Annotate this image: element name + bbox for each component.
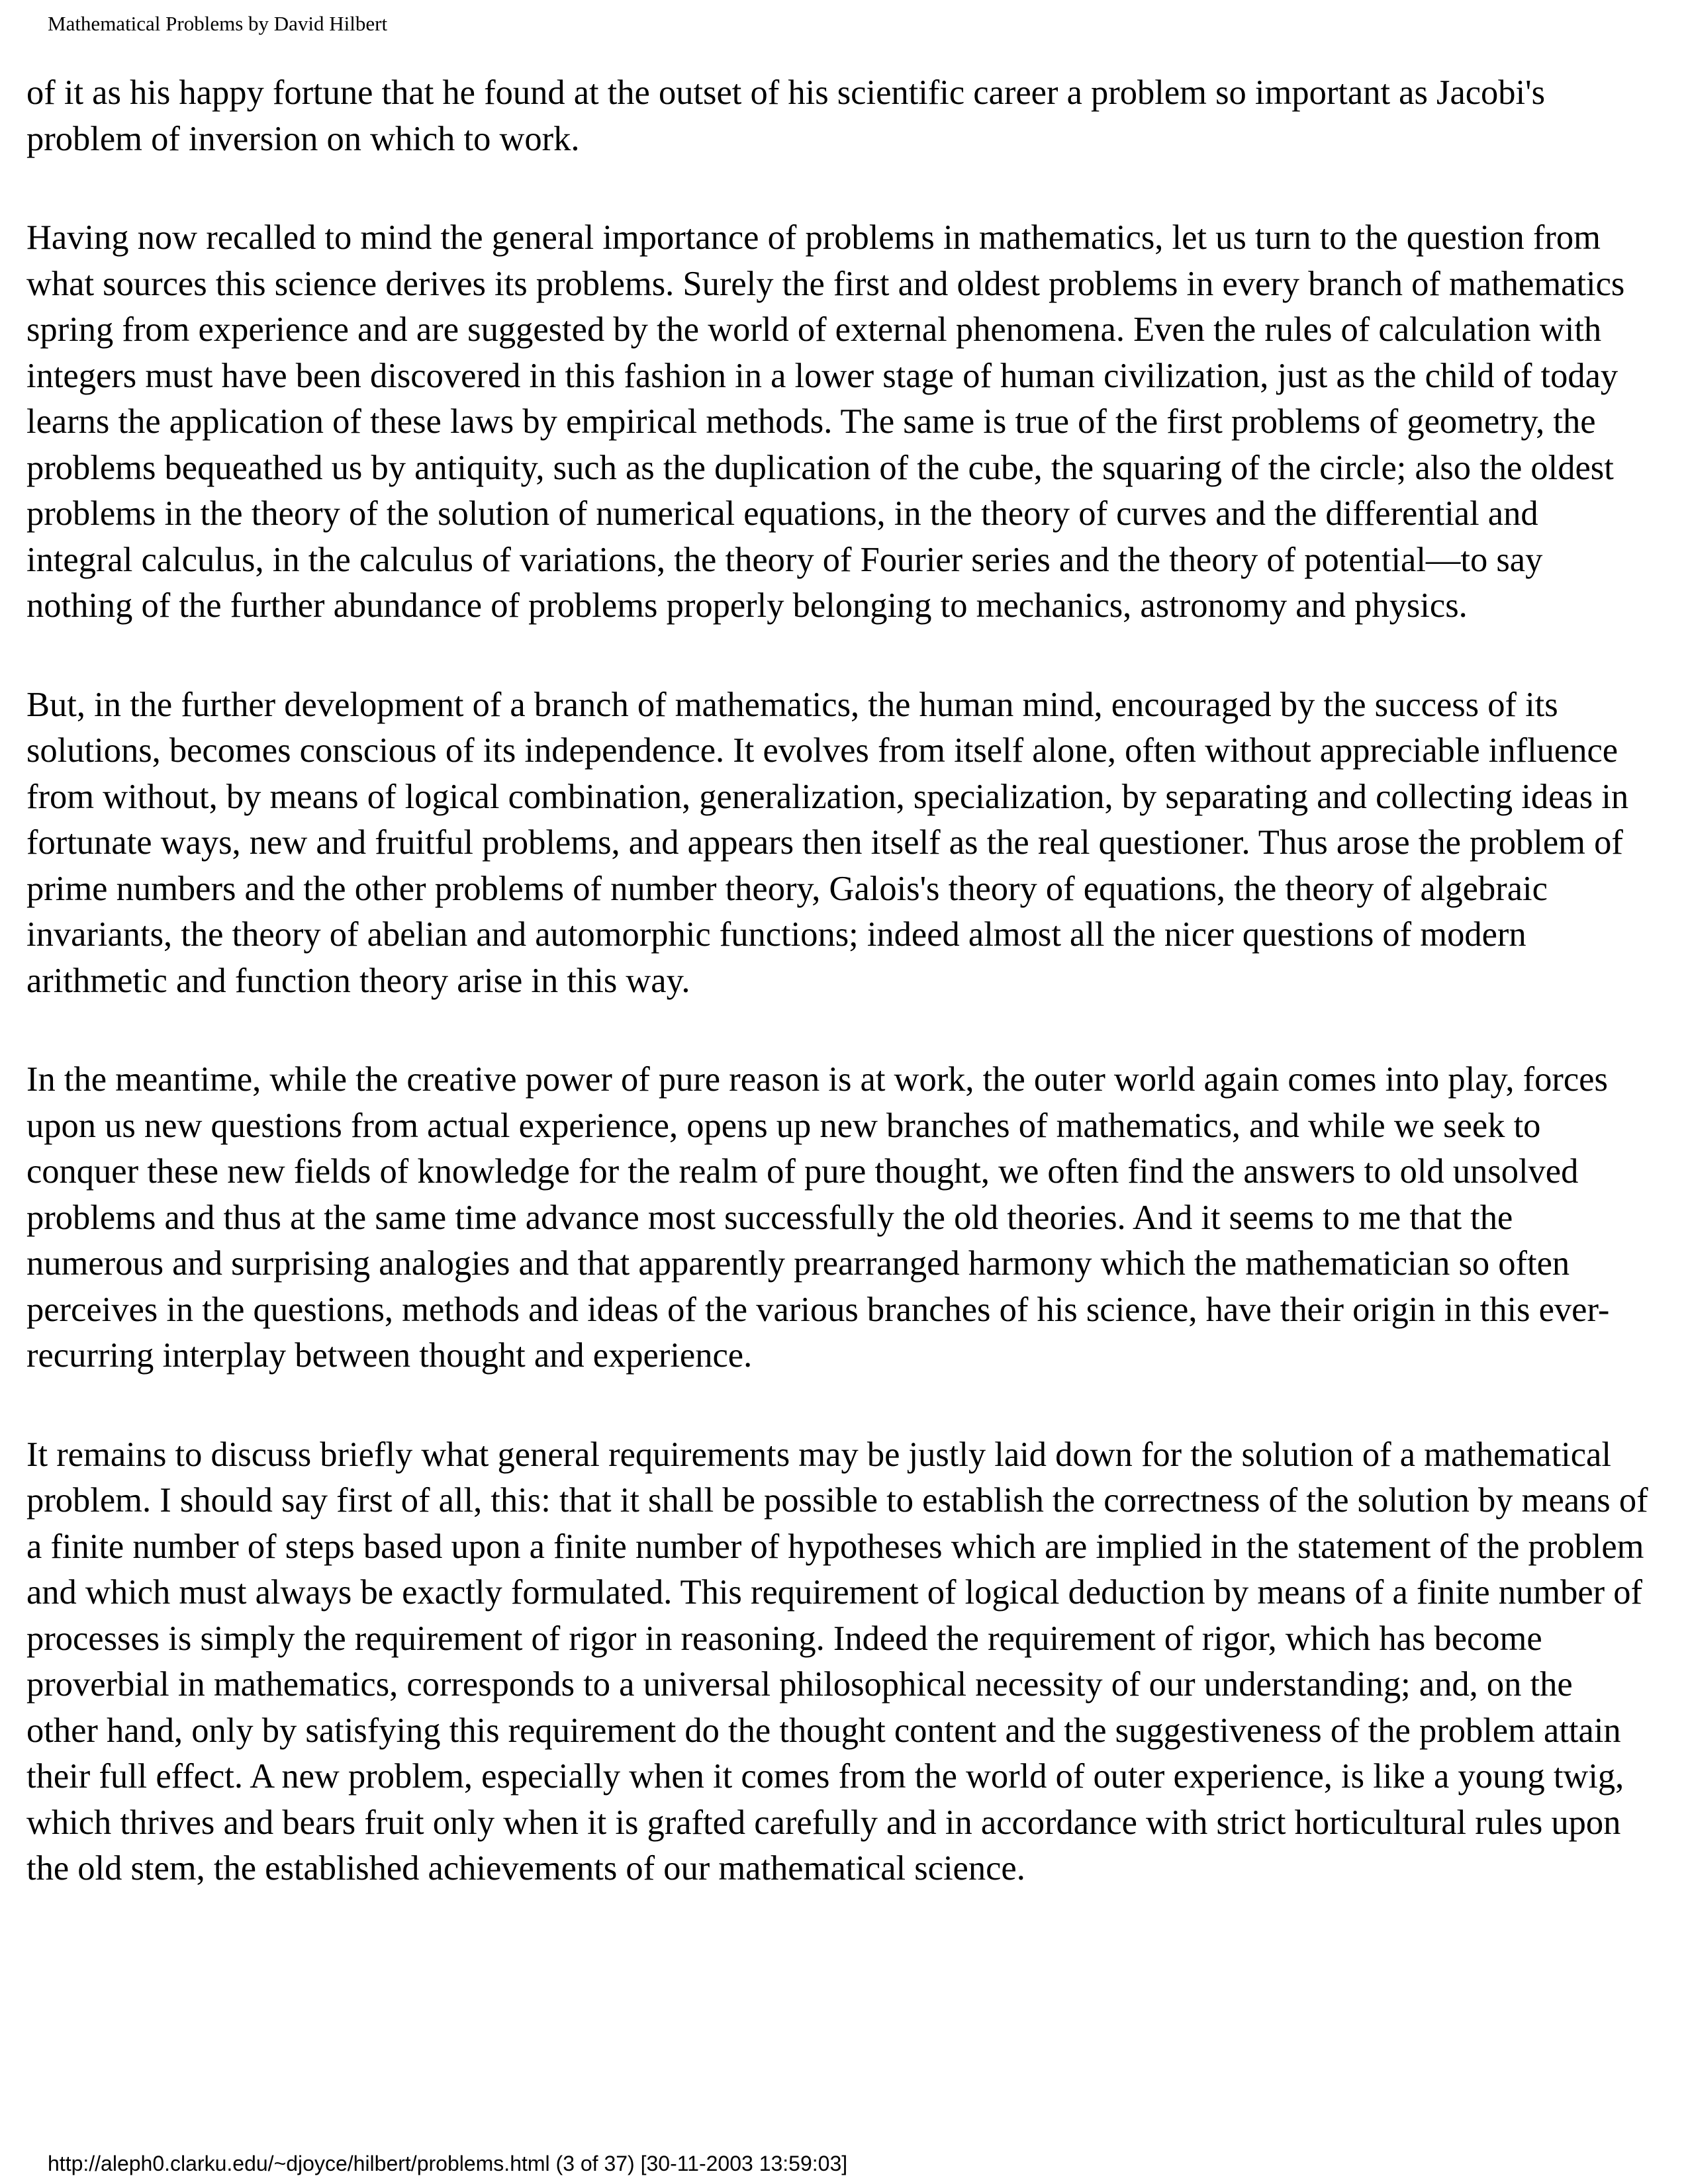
- paragraph-5: It remains to discuss briefly what general requirements may be justly laid down for the solution of a mathematical problem. I should say first of all, this: that it shall be possible to establish the correctness of the solution by means of a finite number of steps based upon a finite number of hypotheses which are implied in the statement of the problem and which must always be exactly formulated. This requirement of logical deduction by means of a finite number of processes is simply the requirement of rigor in reasoning. Indeed the requirement of rigor, which has become proverbial in mathematics, corresponds to a universal philosophical necessity of our understanding; and, on the other hand, only by satisfying this requirement do the thought content and the suggestiveness of the problem attain their full effect. A new problem, especially when it comes from the world of outer experience, is like a young twig, which thrives and bears fruit only when it is grafted carefully and in accordance with strict horticultural rules upon the old stem, the established achievements of our mathematical science.: [26, 1435, 1648, 1888]
- paragraph-4: In the meantime, while the creative power of pure reason is at work, the outer world again comes into play, forces upon us new questions from actual experience, opens up new branches of mathematics, and while we seek to conquer these new fields of knowledge for the realm of pure thought, we often find the answers to old unsolved problems and thus at the same time advance most successfully the old theories. And it seems to me that the numerous and surprising analogies and that apparently prearranged harmony which the mathematician so often perceives in the questions, methods and ideas of the various branches of his science, have their origin in this ever-recurring interplay between thought and experience.: [26, 1060, 1610, 1375]
- page-footer-url: http://aleph0.clarku.edu/~djoyce/hilbert/problems.html (3 of 37) [30-11-2003 13:59:03]: [48, 2152, 848, 2175]
- document-body: [26, 70, 1648, 1892]
- paragraph-1: of it as his happy fortune that he found at the outset of his scientific career a problem so important as Jacobi's problem of inversion on which to work.: [26, 73, 1546, 158]
- paragraph-2: Having now recalled to mind the general importance of problems in mathematics, let us turn to the question from what sources this science derives its problems. Surely the first and oldest problems in every branch of mathematics spring from experience and are suggested by the world of external phenomena. Even the rules of calculation with integers must have been discovered in this fashion in a lower stage of human civilization, just as the child of today learns the application of these laws by empirical methods. The same is true of the first problems of geometry, the problems bequeathed us by antiquity, such as the duplication of the cube, the squaring of the circle; also the oldest problems in the theory of the solution of numerical equations, in the theory of curves and the differential and integral calculus, in the calculus of variations, the theory of Fourier series and the theory of potential—to say nothing of the further abundance of problems properly belonging to mechanics, astronomy and physics.: [26, 218, 1625, 625]
- page-header-title: Mathematical Problems by David Hilbert: [48, 12, 388, 35]
- paragraph-3: But, in the further development of a branch of mathematics, the human mind, encouraged by the success of its solutions, becomes conscious of its independence. It evolves from itself alone, often without appreciable influence from without, by means of logical combination, generalization, specialization, by separating and collecting ideas in fortunate ways, new and fruitful problems, and appears then itself as the real questioner. Thus arose the problem of prime numbers and the other problems of number theory, Galois's theory of equations, the theory of algebraic invariants, the theory of abelian and automorphic functions; indeed almost all the nicer questions of modern arithmetic and function theory arise in this way.: [26, 685, 1629, 1000]
